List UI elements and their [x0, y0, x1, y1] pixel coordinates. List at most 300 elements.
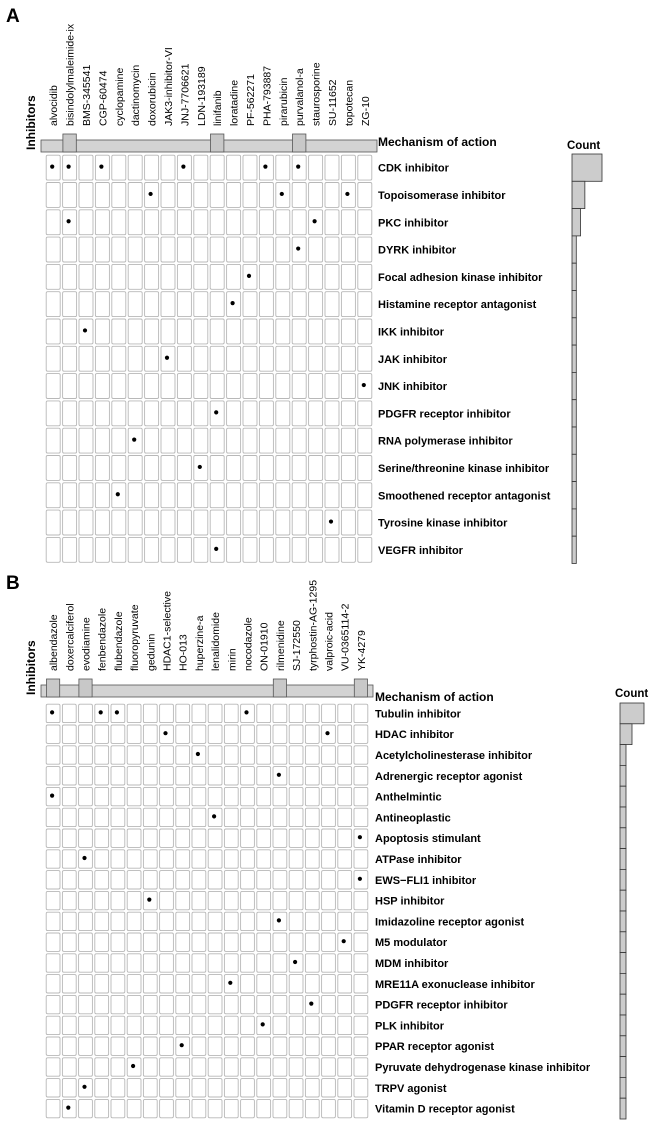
column-label: SU-11652 — [327, 79, 339, 126]
column-label: albendazole — [48, 614, 61, 671]
grid-cell — [241, 1037, 255, 1055]
grid-cell — [208, 829, 222, 847]
membership-dot — [67, 219, 71, 223]
grid-cell — [210, 264, 224, 289]
grid-cell — [259, 510, 273, 535]
grid-cell — [111, 1099, 125, 1117]
grid-cell — [46, 975, 60, 993]
grid-cell — [338, 1037, 352, 1055]
membership-dot — [147, 898, 151, 902]
grid-cell — [276, 428, 290, 453]
grid-cell — [160, 746, 174, 764]
grid-cell — [322, 954, 336, 972]
grid-cell — [210, 183, 224, 208]
grid-cell — [273, 1058, 287, 1076]
grid-cell — [127, 912, 141, 930]
row-label: CDK inhibitor — [378, 162, 449, 175]
count-bar — [620, 1098, 626, 1119]
grid-cell — [194, 183, 208, 208]
grid-cell — [161, 237, 175, 262]
grid-cell — [95, 483, 109, 508]
grid-cell — [210, 483, 224, 508]
count-bar — [572, 454, 576, 481]
grid-cell — [79, 401, 93, 426]
row-label: Vitamin D receptor agonist — [375, 1103, 515, 1116]
grid-cell — [111, 850, 125, 868]
grid-cell — [341, 292, 355, 317]
grid-cell — [276, 210, 290, 235]
grid-cell — [289, 1099, 303, 1117]
grid-cell — [176, 850, 190, 868]
x-axis-title: Inhibitors — [24, 640, 38, 695]
grid-cell — [177, 483, 191, 508]
column-label: PHA-793887 — [261, 65, 274, 126]
grid-cell — [210, 319, 224, 344]
grid-cell — [79, 374, 93, 399]
grid-cell — [79, 428, 93, 453]
grid-cell — [354, 1058, 368, 1076]
grid-cell — [128, 483, 142, 508]
grid-cell — [128, 401, 142, 426]
grid-cell — [354, 850, 368, 868]
grid-cell — [79, 264, 93, 289]
grid-cell — [127, 1079, 141, 1097]
grid-cell — [95, 456, 109, 481]
grid-cell — [354, 1079, 368, 1097]
grid-cell — [305, 954, 319, 972]
membership-dot — [358, 835, 362, 839]
membership-dot — [293, 960, 297, 964]
grid-cell — [243, 237, 257, 262]
grid-cell — [210, 155, 224, 180]
grid-cell — [95, 374, 109, 399]
grid-cell — [289, 850, 303, 868]
grid-cell — [46, 374, 60, 399]
row-label: PLK inhibitor — [375, 1020, 445, 1033]
grid-cell — [257, 746, 271, 764]
grid-cell — [95, 183, 109, 208]
grid-cell — [177, 428, 191, 453]
grid-cell — [257, 704, 271, 722]
grid-cell — [177, 346, 191, 371]
count-bar — [620, 994, 626, 1015]
column-highlight-marker — [354, 679, 367, 697]
grid-cell — [210, 210, 224, 235]
grid-cell — [325, 319, 339, 344]
grid-cell — [95, 746, 109, 764]
column-label: gedunin — [145, 633, 158, 671]
grid-cell — [243, 210, 257, 235]
grid-cell — [192, 1016, 206, 1034]
grid-cell — [62, 808, 76, 826]
grid-cell — [241, 891, 255, 909]
grid-cell — [305, 1016, 319, 1034]
row-label: Topoisomerase inhibitor — [378, 189, 506, 202]
grid-cell — [79, 808, 93, 826]
grid-cell — [338, 975, 352, 993]
row-label: TRPV agonist — [375, 1082, 447, 1095]
grid-cell — [289, 871, 303, 889]
grid-cell — [192, 933, 206, 951]
grid-cell — [322, 871, 336, 889]
grid-cell — [338, 850, 352, 868]
grid-cell — [259, 374, 273, 399]
column-label: fluoropyruvate — [129, 604, 142, 671]
grid-cell — [62, 995, 76, 1013]
column-label: doxercalciferol — [64, 603, 77, 671]
grid-cell — [257, 1058, 271, 1076]
grid-cell — [62, 829, 76, 847]
grid-cell — [62, 704, 76, 722]
grid-cell — [208, 1058, 222, 1076]
count-bar — [620, 807, 626, 828]
membership-dot — [50, 794, 54, 798]
grid-cell — [127, 829, 141, 847]
grid-cell — [46, 850, 60, 868]
grid-cell — [46, 401, 60, 426]
grid-cell — [46, 292, 60, 317]
grid-cell — [354, 1037, 368, 1055]
grid-cell — [325, 537, 339, 562]
grid-cell — [111, 829, 125, 847]
membership-dot — [342, 939, 346, 943]
grid-cell — [273, 995, 287, 1013]
grid-cell — [241, 1099, 255, 1117]
grid-cell — [143, 1037, 157, 1055]
grid-cell — [46, 1037, 60, 1055]
grid-cell — [305, 1099, 319, 1117]
grid-cell — [322, 787, 336, 805]
grid-cell — [292, 319, 306, 344]
grid-cell — [161, 155, 175, 180]
grid-cell — [112, 210, 126, 235]
grid-cell — [177, 456, 191, 481]
membership-dot — [163, 731, 167, 735]
row-label: PDGFR receptor inhibitor — [375, 999, 508, 1012]
grid-cell — [289, 1016, 303, 1034]
membership-dot — [212, 814, 216, 818]
column-label: JAK3-inhibitor-VI — [163, 47, 175, 126]
grid-cell — [177, 183, 191, 208]
membership-dot — [67, 165, 71, 169]
column-highlight-marker — [79, 679, 92, 697]
grid-cell — [95, 210, 109, 235]
grid-cell — [127, 1099, 141, 1117]
grid-cell — [79, 704, 93, 722]
grid-cell — [176, 933, 190, 951]
grid-cell — [95, 787, 109, 805]
grid-cell — [192, 871, 206, 889]
grid-cell — [208, 871, 222, 889]
grid-cell — [208, 767, 222, 785]
column-label: cyclopamine — [113, 67, 126, 126]
grid-cell — [194, 237, 208, 262]
grid-cell — [177, 319, 191, 344]
grid-cell — [354, 954, 368, 972]
grid-cell — [338, 746, 352, 764]
grid-cell — [322, 1099, 336, 1117]
count-bar — [620, 932, 626, 953]
grid-cell — [276, 456, 290, 481]
grid-cell — [143, 725, 157, 743]
grid-cell — [161, 510, 175, 535]
grid-cell — [63, 237, 77, 262]
grid-cell — [289, 767, 303, 785]
grid-cell — [325, 155, 339, 180]
grid-cell — [192, 954, 206, 972]
y-axis-title: Mechanism of action — [375, 690, 494, 704]
count-bar — [620, 911, 626, 932]
grid-cell — [341, 155, 355, 180]
row-label: EWS−FLI1 inhibitor — [375, 874, 477, 887]
count-bar — [620, 745, 626, 766]
grid-cell — [208, 995, 222, 1013]
grid-cell — [354, 891, 368, 909]
grid-cell — [325, 264, 339, 289]
column-label: mirin — [226, 648, 239, 671]
grid-cell — [338, 808, 352, 826]
grid-cell — [257, 808, 271, 826]
row-label: Tubulin inhibitor — [375, 708, 461, 721]
grid-cell — [305, 975, 319, 993]
membership-dot — [196, 752, 200, 756]
grid-cell — [273, 1079, 287, 1097]
grid-cell — [325, 483, 339, 508]
count-bar — [572, 427, 576, 454]
grid-cell — [112, 346, 126, 371]
grid-cell — [176, 704, 190, 722]
grid-cell — [95, 912, 109, 930]
grid-cell — [143, 787, 157, 805]
membership-dot — [180, 1043, 184, 1047]
grid-cell — [161, 319, 175, 344]
grid-cell — [309, 401, 323, 426]
grid-cell — [111, 746, 125, 764]
grid-cell — [208, 1016, 222, 1034]
grid-cell — [194, 428, 208, 453]
grid-cell — [322, 808, 336, 826]
grid-cell — [111, 891, 125, 909]
membership-dot — [261, 1022, 265, 1026]
grid-cell — [276, 292, 290, 317]
grid-cell — [62, 871, 76, 889]
grid-cell — [79, 912, 93, 930]
grid-cell — [160, 954, 174, 972]
grid-cell — [79, 1099, 93, 1117]
grid-cell — [292, 510, 306, 535]
grid-cell — [160, 891, 174, 909]
row-label: PKC inhibitor — [378, 217, 449, 230]
column-label: HO-013 — [177, 634, 190, 671]
grid-cell — [176, 954, 190, 972]
grid-cell — [95, 264, 109, 289]
grid-cell — [63, 374, 77, 399]
grid-cell — [276, 319, 290, 344]
membership-dot — [358, 877, 362, 881]
grid-cell — [63, 483, 77, 508]
grid-cell — [79, 1037, 93, 1055]
grid-cell — [292, 374, 306, 399]
grid-cell — [62, 1037, 76, 1055]
grid-cell — [208, 912, 222, 930]
grid-cell — [111, 725, 125, 743]
count-title: Count — [615, 688, 649, 700]
row-label: Anthelmintic — [375, 791, 442, 804]
grid-cell — [292, 428, 306, 453]
membership-dot — [181, 165, 185, 169]
grid-cell — [79, 975, 93, 993]
membership-dot — [345, 192, 349, 196]
grid-cell — [292, 456, 306, 481]
column-label: ZG-10 — [359, 96, 372, 126]
grid-cell — [227, 456, 241, 481]
grid-cell — [111, 787, 125, 805]
grid-cell — [194, 346, 208, 371]
grid-cell — [208, 954, 222, 972]
grid-cell — [143, 850, 157, 868]
grid-cell — [160, 1079, 174, 1097]
grid-cell — [62, 746, 76, 764]
grid-cell — [177, 374, 191, 399]
grid-cell — [341, 264, 355, 289]
grid-cell — [160, 933, 174, 951]
grid-cell — [177, 210, 191, 235]
grid-cell — [95, 428, 109, 453]
grid-cell — [111, 954, 125, 972]
grid-cell — [325, 456, 339, 481]
grid-cell — [292, 401, 306, 426]
grid-cell — [46, 183, 60, 208]
grid-cell — [257, 954, 271, 972]
count-bar — [620, 1036, 626, 1057]
grid-cell — [309, 346, 323, 371]
grid-cell — [161, 401, 175, 426]
grid-cell — [127, 954, 141, 972]
grid-cell — [62, 1058, 76, 1076]
grid-cell — [79, 210, 93, 235]
grid-cell — [95, 975, 109, 993]
grid-cell — [127, 975, 141, 993]
grid-cell — [112, 428, 126, 453]
grid-cell — [309, 183, 323, 208]
grid-cell — [305, 891, 319, 909]
y-axis-title: Mechanism of action — [378, 135, 497, 149]
grid-cell — [309, 510, 323, 535]
grid-cell — [111, 1058, 125, 1076]
grid-cell — [160, 995, 174, 1013]
grid-cell — [112, 510, 126, 535]
grid-cell — [128, 537, 142, 562]
grid-cell — [257, 871, 271, 889]
grid-cell — [325, 428, 339, 453]
grid-cell — [208, 1079, 222, 1097]
grid-cell — [95, 319, 109, 344]
grid-cell — [322, 850, 336, 868]
grid-cell — [289, 1037, 303, 1055]
grid-cell — [309, 428, 323, 453]
grid-cell — [127, 850, 141, 868]
grid-cell — [208, 725, 222, 743]
membership-dot — [325, 731, 329, 735]
grid-cell — [257, 1079, 271, 1097]
grid-cell — [112, 264, 126, 289]
membership-dot — [66, 1106, 70, 1110]
grid-cell — [309, 456, 323, 481]
grid-cell — [111, 767, 125, 785]
grid-cell — [192, 975, 206, 993]
grid-cell — [127, 871, 141, 889]
grid-cell — [325, 237, 339, 262]
grid-cell — [176, 1079, 190, 1097]
grid-cell — [325, 401, 339, 426]
grid-cell — [112, 292, 126, 317]
grid-cell — [224, 995, 238, 1013]
grid-cell — [143, 1058, 157, 1076]
grid-cell — [338, 1099, 352, 1117]
count-bar — [620, 828, 626, 849]
grid-cell — [177, 237, 191, 262]
column-label: tyrphostin-AG-1295 — [307, 579, 320, 671]
grid-cell — [161, 183, 175, 208]
grid-cell — [210, 292, 224, 317]
grid-cell — [160, 704, 174, 722]
grid-cell — [354, 767, 368, 785]
grid-cell — [243, 510, 257, 535]
column-header-bar — [41, 140, 377, 152]
membership-dot — [82, 1085, 86, 1089]
grid-cell — [241, 1058, 255, 1076]
column-label: linifanib — [212, 90, 225, 126]
count-bar — [572, 482, 576, 509]
grid-cell — [128, 374, 142, 399]
grid-cell — [241, 787, 255, 805]
grid-cell — [192, 704, 206, 722]
grid-cell — [354, 995, 368, 1013]
grid-cell — [143, 954, 157, 972]
grid-cell — [160, 1016, 174, 1034]
grid-cell — [354, 933, 368, 951]
grid-cell — [224, 1058, 238, 1076]
grid-cell — [62, 1016, 76, 1034]
grid-cell — [143, 829, 157, 847]
grid-cell — [62, 891, 76, 909]
grid-cell — [257, 912, 271, 930]
grid-cell — [177, 292, 191, 317]
grid-cell — [257, 975, 271, 993]
count-bar — [620, 703, 644, 724]
grid-cell — [145, 292, 159, 317]
grid-cell — [257, 850, 271, 868]
grid-cell — [46, 1058, 60, 1076]
grid-cell — [79, 954, 93, 972]
grid-cell — [127, 725, 141, 743]
membership-dot — [116, 492, 120, 496]
grid-cell — [273, 725, 287, 743]
grid-cell — [241, 912, 255, 930]
grid-cell — [322, 829, 336, 847]
grid-cell — [145, 537, 159, 562]
membership-dot — [165, 356, 169, 360]
grid-cell — [176, 1099, 190, 1117]
grid-cell — [305, 746, 319, 764]
grid-cell — [95, 1016, 109, 1034]
grid-cell — [227, 319, 241, 344]
grid-cell — [273, 891, 287, 909]
row-label: Smoothened receptor antagonist — [378, 490, 551, 503]
grid-cell — [128, 237, 142, 262]
grid-cell — [95, 995, 109, 1013]
grid-cell — [276, 264, 290, 289]
